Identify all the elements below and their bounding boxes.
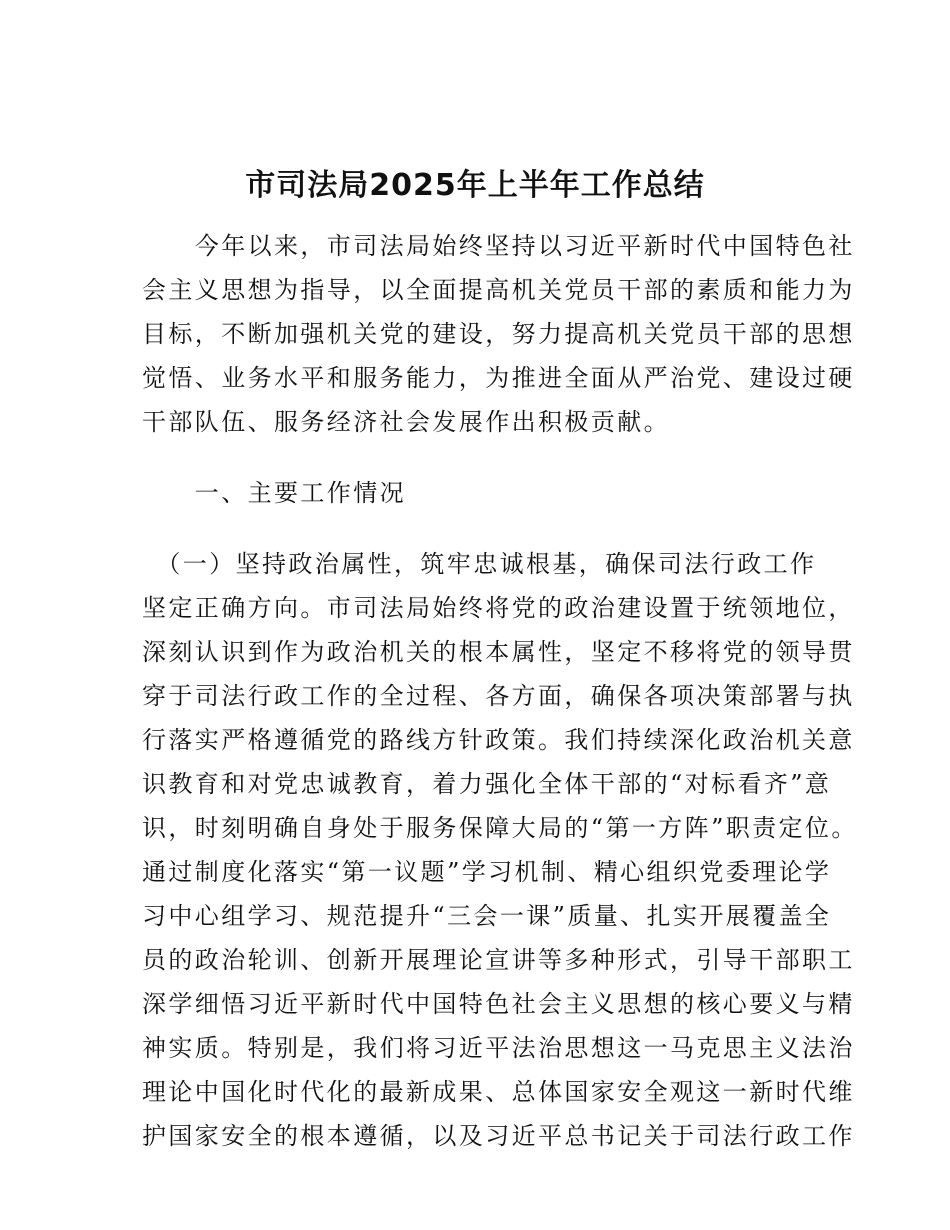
section-line: 穿于司法行政工作的全过程、各方面，确保各项决策部署与执 [142, 682, 855, 710]
intro-line: 今年以来，市司法局始终坚持以习近平新时代中国特色社 [142, 232, 855, 260]
section-heading: 一、主要工作情况 [142, 479, 406, 507]
section-line: 员的政治轮训、创新开展理论宣讲等多种形式，引导干部职工 [142, 946, 855, 974]
section-line: 行落实严格遵循党的路线方针政策。我们持续深化政治机关意 [142, 726, 855, 754]
section-line: 深学细悟习近平新时代中国特色社会主义思想的核心要义与精 [142, 990, 855, 1018]
section-line: 神实质。特别是，我们将习近平法治思想这一马克思主义法治 [142, 1034, 855, 1062]
document-title: 市司法局2025年上半年工作总结 [245, 168, 705, 203]
section-line: 护国家安全的根本遵循，以及习近平总书记关于司法行政工作 [142, 1122, 855, 1150]
intro-line: 干部队伍、服务经济社会发展作出积极贡献。 [142, 408, 670, 436]
section-line: 理论中国化时代化的最新成果、总体国家安全观这一新时代维 [142, 1078, 855, 1106]
section-line: 深刻认识到作为政治机关的根本属性，坚定不移将党的领导贯 [142, 638, 855, 666]
section-line: 习中心组学习、规范提升“三会一课”质量、扎实开展覆盖全 [142, 902, 832, 930]
section-line: 通过制度化落实“第一议题”学习机制、精心组织党委理论学 [142, 858, 832, 886]
intro-paragraph [142, 224, 858, 1158]
intro-line: 会主义思想为指导，以全面提高机关党员干部的素质和能力为 [142, 276, 855, 304]
section-line: 识教育和对党忠诚教育，着力强化全体干部的“对标看齐”意 [142, 770, 832, 798]
intro-line: 觉悟、业务水平和服务能力，为推进全面从严治党、建设过硬 [142, 364, 855, 392]
section-line: 坚定正确方向。市司法局始终将党的政治建设置于统领地位， [142, 594, 855, 622]
intro-line: 目标，不断加强机关党的建设，努力提高机关党员干部的思想 [142, 320, 855, 348]
section-line: 识，时刻明确自身处于服务保障大局的“第一方阵”职责定位。 [142, 814, 858, 842]
section-line: （一）坚持政治属性，筑牢忠诚根基，确保司法行政工作 [142, 550, 817, 578]
